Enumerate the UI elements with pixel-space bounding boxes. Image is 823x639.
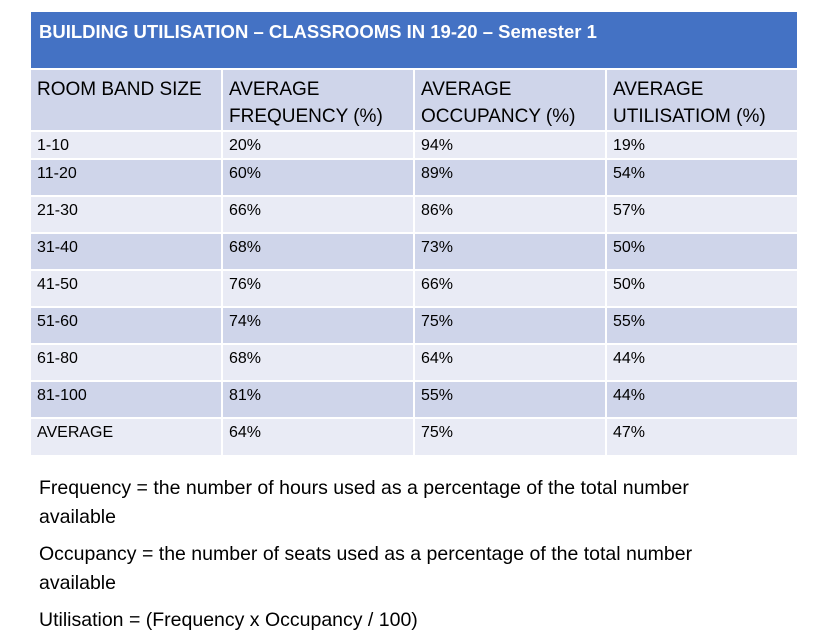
table-row-average xyxy=(31,418,797,455)
room-band-cell: 41-50 xyxy=(31,270,222,307)
occupancy-definition: Occupancy = the number of seats used as a percentage of the total number available xyxy=(39,543,693,594)
occupancy-cell: 73% xyxy=(414,233,606,270)
table-row xyxy=(31,344,797,381)
table-row xyxy=(31,233,797,270)
occupancy-cell: 66% xyxy=(414,270,606,307)
frequency-cell: 20% xyxy=(222,131,414,159)
occupancy-cell: 94% xyxy=(414,131,606,159)
frequency-cell: 76% xyxy=(222,270,414,307)
table-row xyxy=(31,307,797,344)
frequency-cell: 66% xyxy=(222,196,414,233)
column-header: AVERAGE OCCUPANCY (%) xyxy=(414,69,606,131)
room-band-cell: 1-10 xyxy=(31,131,222,159)
frequency-cell: 60% xyxy=(222,159,414,196)
table-header-row xyxy=(31,69,797,131)
frequency-definition: Frequency = the number of hours used as a percentage of the total number available xyxy=(39,477,689,528)
utilisation-cell: 57% xyxy=(606,196,797,233)
column-header: AVERAGE UTILISATIOM (%) xyxy=(606,69,797,131)
room-band-cell: 11-20 xyxy=(31,159,222,196)
definitions xyxy=(39,474,759,639)
table-row xyxy=(31,270,797,307)
utilisation-definition: Utilisation = (Frequency x Occupancy / 100) xyxy=(39,609,418,631)
table-title xyxy=(31,12,797,68)
occupancy-cell: 86% xyxy=(414,196,606,233)
column-header: ROOM BAND SIZE xyxy=(31,69,222,131)
column-header: AVERAGE FREQUENCY (%) xyxy=(222,69,414,131)
room-band-cell: 61-80 xyxy=(31,344,222,381)
occupancy-cell: 89% xyxy=(414,159,606,196)
room-band-cell: 21-30 xyxy=(31,196,222,233)
utilisation-cell: 54% xyxy=(606,159,797,196)
table-title-text: BUILDING UTILISATION – CLASSROOMS IN 19-20 – Semester 1 xyxy=(39,21,597,42)
room-band-cell: AVERAGE xyxy=(31,418,222,455)
utilisation-cell: 44% xyxy=(606,381,797,418)
occupancy-cell: 75% xyxy=(414,418,606,455)
frequency-cell: 68% xyxy=(222,344,414,381)
occupancy-cell: 64% xyxy=(414,344,606,381)
table-row xyxy=(31,381,797,418)
room-band-cell: 51-60 xyxy=(31,307,222,344)
table-row xyxy=(31,159,797,196)
occupancy-cell: 55% xyxy=(414,381,606,418)
utilisation-cell: 44% xyxy=(606,344,797,381)
table-row xyxy=(31,196,797,233)
occupancy-cell: 75% xyxy=(414,307,606,344)
utilisation-cell: 50% xyxy=(606,270,797,307)
frequency-cell: 64% xyxy=(222,418,414,455)
frequency-cell: 68% xyxy=(222,233,414,270)
utilisation-table xyxy=(31,68,797,455)
utilisation-cell: 50% xyxy=(606,233,797,270)
room-band-cell: 31-40 xyxy=(31,233,222,270)
table-row xyxy=(31,131,797,159)
utilisation-cell: 47% xyxy=(606,418,797,455)
frequency-cell: 74% xyxy=(222,307,414,344)
utilisation-cell: 19% xyxy=(606,131,797,159)
utilisation-cell: 55% xyxy=(606,307,797,344)
room-band-cell: 81-100 xyxy=(31,381,222,418)
frequency-cell: 81% xyxy=(222,381,414,418)
